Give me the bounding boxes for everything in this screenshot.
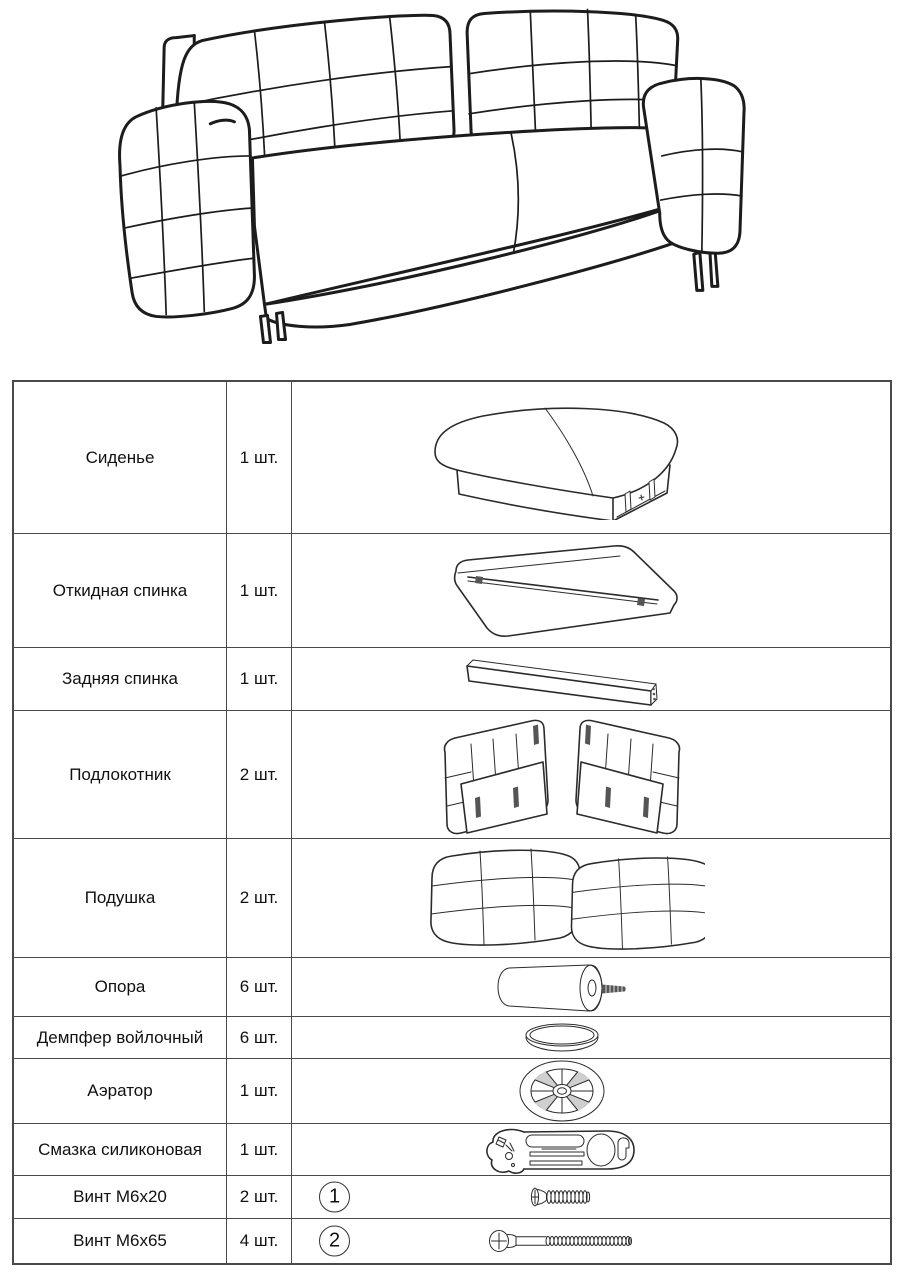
armrest-pair-illustration [427, 714, 697, 836]
part-image-cell [292, 958, 890, 1016]
part-qty: 6 шт. [227, 958, 292, 1016]
part-image-cell [292, 382, 890, 533]
part-name: Аэратор [14, 1059, 227, 1123]
screw-m6x65-illustration [488, 1228, 636, 1254]
table-row [14, 839, 890, 958]
part-qty: 2 шт. [227, 711, 292, 838]
part-image-cell [292, 711, 890, 838]
step-marker: 2 [319, 1226, 350, 1257]
part-qty: 4 шт. [227, 1219, 292, 1263]
table-row [14, 648, 890, 711]
table-row [14, 1219, 890, 1263]
part-name: Подлокотник [14, 711, 227, 838]
grease-pack-illustration [482, 1125, 642, 1175]
part-qty: 1 шт. [227, 1059, 292, 1123]
part-image-cell [292, 534, 890, 647]
parts-table [12, 380, 892, 1265]
table-row [14, 1176, 890, 1219]
part-name: Опора [14, 958, 227, 1016]
part-image-cell [292, 1017, 890, 1058]
sofa-illustration [114, 4, 756, 348]
part-name: Смазка силиконовая [14, 1124, 227, 1175]
table-row [14, 1017, 890, 1059]
part-qty: 2 шт. [227, 839, 292, 957]
part-name: Винт М6х20 [14, 1176, 227, 1218]
table-row [14, 382, 890, 534]
part-image-cell [292, 1176, 890, 1218]
part-image-cell [292, 1219, 890, 1263]
part-name: Подушка [14, 839, 227, 957]
part-qty: 1 шт. [227, 534, 292, 647]
part-image-cell [292, 839, 890, 957]
part-image-cell [292, 1059, 890, 1123]
back-panel-illustration [455, 651, 670, 707]
part-qty: 6 шт. [227, 1017, 292, 1058]
step-marker: 1 [319, 1182, 350, 1213]
part-qty: 1 шт. [227, 648, 292, 710]
felt-damper-illustration [512, 1021, 612, 1055]
table-row [14, 958, 890, 1017]
screw-m6x20-illustration [528, 1186, 596, 1208]
part-name: Откидная спинка [14, 534, 227, 647]
part-image-cell [292, 648, 890, 710]
part-name: Демпфер войлочный [14, 1017, 227, 1058]
table-row [14, 1059, 890, 1124]
part-name: Сиденье [14, 382, 227, 533]
part-qty: 1 шт. [227, 382, 292, 533]
part-image-cell [292, 1124, 890, 1175]
seat-illustration [417, 395, 707, 520]
part-qty: 2 шт. [227, 1176, 292, 1218]
part-name: Винт М6х65 [14, 1219, 227, 1263]
folding-backrest-illustration [442, 543, 682, 639]
table-row [14, 711, 890, 839]
part-name: Задняя спинка [14, 648, 227, 710]
part-qty: 1 шт. [227, 1124, 292, 1175]
table-row [14, 1124, 890, 1176]
table-row [14, 534, 890, 648]
cushion-pair-illustration [420, 845, 705, 951]
leg-illustration [492, 961, 632, 1013]
aerator-illustration [510, 1057, 614, 1125]
